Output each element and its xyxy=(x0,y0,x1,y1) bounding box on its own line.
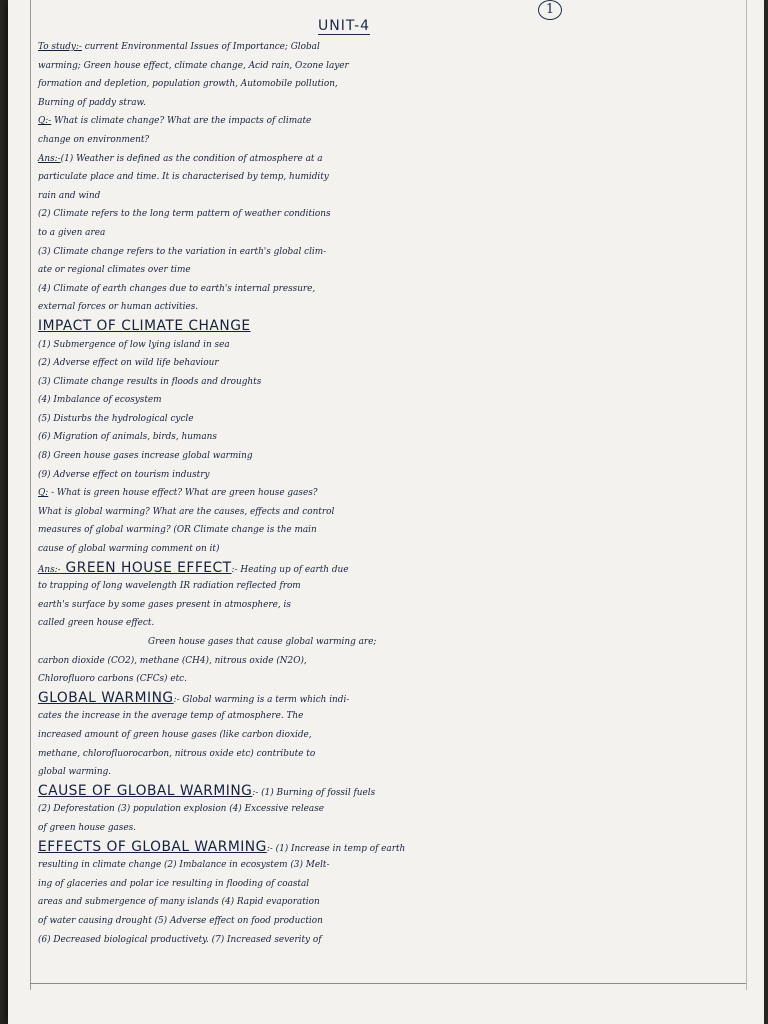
note-text: ate or regional climates over time xyxy=(38,265,191,276)
note-text: (1) Weather is defined as the condition of atmosphere at a xyxy=(60,153,323,164)
note-text: called green house effect. xyxy=(38,618,155,629)
note-heading: IMPACT OF CLIMATE CHANGE xyxy=(38,317,251,334)
note-text: - What is green house effect? What are green house gases? xyxy=(48,488,318,499)
page-number: 1 xyxy=(538,0,562,20)
note-text: to trapping of long wavelength IR radiation reflected from xyxy=(38,581,301,592)
note-text: resulting in climate change (2) Imbalance in ecosystem (3) Melt- xyxy=(38,860,330,871)
unit-title: UNIT-4 xyxy=(318,18,371,34)
note-text: :- (1) Burning of fossil fuels xyxy=(252,787,376,798)
note-text: rain and wind xyxy=(38,190,101,201)
note-line xyxy=(38,243,748,262)
note-line xyxy=(38,150,748,169)
note-text: (8) Green house gases increase global warming xyxy=(38,451,253,462)
note-label: Ans:- xyxy=(38,153,61,164)
note-heading: EFFECTS OF GLOBAL WARMING xyxy=(38,838,267,855)
note-line xyxy=(38,893,748,912)
note-line xyxy=(38,503,748,522)
note-label: Q:- xyxy=(38,116,52,127)
note-line xyxy=(38,336,748,355)
notebook-page xyxy=(8,0,764,1024)
note-text: (5) Disturbs the hydrological cycle xyxy=(38,413,194,424)
note-text: What is global warming? What are the causes, effects and control xyxy=(38,506,335,517)
note-line xyxy=(38,261,748,280)
note-line xyxy=(38,912,748,931)
note-text: of water causing drought (5) Adverse effect on food production xyxy=(38,915,323,926)
note-text: particulate place and time. It is characterised by temp, humidity xyxy=(38,172,329,183)
note-line xyxy=(38,521,748,540)
note-text: cause of global warming comment on it) xyxy=(38,544,220,555)
note-line xyxy=(38,763,748,782)
note-line xyxy=(38,168,748,187)
note-line xyxy=(38,670,748,689)
note-line xyxy=(38,57,748,76)
note-line xyxy=(38,205,748,224)
note-heading: GLOBAL WARMING xyxy=(38,689,174,706)
note-line xyxy=(38,410,748,429)
note-text: :- Global warming is a term which indi- xyxy=(173,694,350,705)
note-text: (2) Deforestation (3) population explosion (4) Excessive release xyxy=(38,804,325,815)
note-line xyxy=(38,689,748,708)
note-line xyxy=(38,745,748,764)
note-line xyxy=(38,875,748,894)
note-label: Q: xyxy=(38,488,49,499)
note-line xyxy=(38,559,748,578)
note-text: Burning of paddy straw. xyxy=(38,97,146,108)
note-text: current Environmental Issues of Importance; Global xyxy=(81,42,320,52)
note-text: external forces or human activities. xyxy=(38,302,199,313)
note-line xyxy=(38,484,748,503)
note-text: (6) Decreased biological productivety. (7) Increased severity of xyxy=(38,934,322,945)
bottom-margin-line xyxy=(30,983,746,984)
note-text: change on environment? xyxy=(38,134,150,145)
note-line xyxy=(38,540,748,559)
note-text: measures of global warming? (OR Climate change is the main xyxy=(38,525,317,536)
note-line xyxy=(38,428,748,447)
note-line xyxy=(38,391,748,410)
note-line xyxy=(38,224,748,243)
note-text: (9) Adverse effect on tourism industry xyxy=(38,469,210,480)
note-line xyxy=(38,819,748,838)
note-text: (2) Climate refers to the long term pattern of weather conditions xyxy=(38,209,331,220)
note-line xyxy=(38,614,748,633)
note-line xyxy=(38,373,748,392)
note-line xyxy=(38,112,748,131)
note-line xyxy=(38,800,748,819)
note-text: cates the increase in the average temp of atmosphere. The xyxy=(38,711,304,722)
note-line xyxy=(38,75,748,94)
note-line xyxy=(38,577,748,596)
note-line xyxy=(38,280,748,299)
note-heading: CAUSE OF GLOBAL WARMING xyxy=(38,782,253,799)
note-text: warming; Green house effect, climate change, Acid rain, Ozone layer xyxy=(38,60,349,71)
note-text: (3) Climate change refers to the variation in earth's global clim- xyxy=(38,246,327,257)
note-text: of green house gases. xyxy=(38,822,136,833)
note-line xyxy=(38,38,748,57)
note-line xyxy=(38,131,748,150)
note-line xyxy=(38,931,748,950)
note-line xyxy=(38,856,748,875)
note-line xyxy=(38,298,748,317)
note-text: (4) Imbalance of ecosystem xyxy=(38,395,162,406)
note-text: increased amount of green house gases (like carbon dioxide, xyxy=(38,729,312,740)
note-text: earth's surface by some gases present in atmosphere, is xyxy=(38,599,291,610)
note-line xyxy=(38,94,748,113)
note-text: ing of glaceries and polar ice resulting in flooding of coastal xyxy=(38,878,310,889)
note-line xyxy=(38,707,748,726)
left-margin-line xyxy=(30,0,31,990)
note-text: :- (1) Increase in temp of earth xyxy=(266,843,406,854)
note-line xyxy=(38,317,748,336)
note-text: carbon dioxide (CO2), methane (CH4), nitrous oxide (N2O), xyxy=(38,655,307,666)
note-heading: GREEN HOUSE EFFECT xyxy=(60,559,232,576)
note-text: global warming. xyxy=(38,767,112,778)
note-line xyxy=(38,447,748,466)
note-text: What is climate change? What are the impacts of climate xyxy=(51,116,312,127)
handwritten-notes xyxy=(38,38,748,949)
note-line xyxy=(38,838,748,857)
note-text: to a given area xyxy=(38,227,106,238)
note-text: methane, chlorofluorocarbon, nitrous oxide etc) contribute to xyxy=(38,748,316,759)
note-text: formation and depletion, population growth, Automobile pollution, xyxy=(38,79,338,90)
note-text: areas and submergence of many islands (4) Rapid evaporation xyxy=(38,897,320,908)
note-text: (1) Submergence of low lying island in sea xyxy=(38,339,230,350)
note-text: (6) Migration of animals, birds, humans xyxy=(38,432,217,443)
note-line xyxy=(38,187,748,206)
note-line xyxy=(38,633,748,652)
note-text: (3) Climate change results in floods and droughts xyxy=(38,376,262,387)
note-text: (2) Adverse effect on wild life behaviour xyxy=(38,358,219,369)
note-line xyxy=(38,354,748,373)
note-label: Ans:- xyxy=(38,564,61,575)
note-text: Chlorofluoro carbons (CFCs) etc. xyxy=(38,674,187,685)
note-text: :- Heating up of earth due xyxy=(231,564,349,575)
note-line xyxy=(38,466,748,485)
note-line xyxy=(38,782,748,801)
note-text: Green house gases that cause global warming are; xyxy=(148,637,377,647)
note-line xyxy=(38,726,748,745)
note-text: (4) Climate of earth changes due to earth's internal pressure, xyxy=(38,283,316,294)
note-line xyxy=(38,596,748,615)
note-line xyxy=(38,652,748,671)
note-label: To study:- xyxy=(38,42,82,52)
